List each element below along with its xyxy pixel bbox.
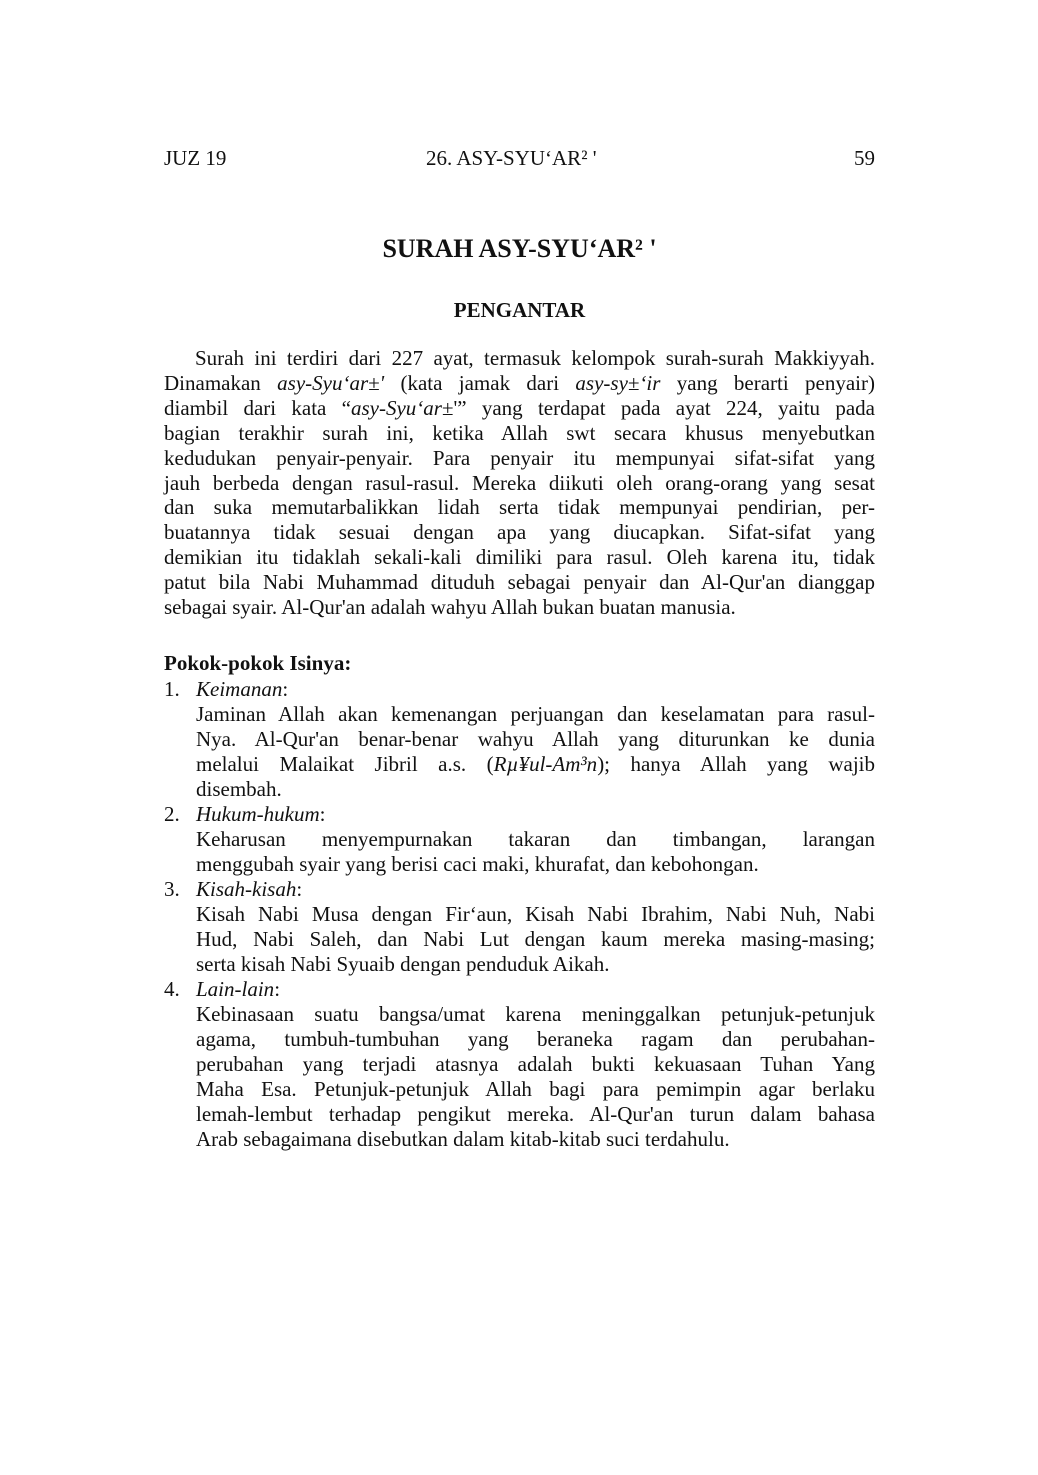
intro-line: demikian itu tidaklah sekali-kali dimiliki para rasul. Oleh karena itu, tidak — [164, 545, 875, 570]
intro-line: Dinamakan asy-Syu‘ar±' (kata jamak dari asy-sy±‘ir yang berarti penyair) — [164, 370, 875, 395]
juz-label: JUZ 19 — [164, 146, 227, 170]
list-item — [164, 677, 875, 802]
pokok-heading: Pokok-pokok Isinya: — [164, 651, 352, 675]
list-item — [164, 877, 875, 977]
list-item-heading: 1. Keimanan: — [164, 677, 289, 701]
list-item-heading: 4. Lain-lain: — [164, 977, 281, 1001]
list-item-body: Kisah Nabi Musa dengan Fir‘aun, Kisah Nabi Ibrahim, Nabi Nuh, Nabi Hud, Nabi Saleh, dan Nabi Lut dengan kaum mereka masing-masing; serta kisah Nabi Syuaib dengan penduduk Aikah. — [196, 902, 875, 976]
intro-line: jauh berbeda dengan rasul-rasul. Mereka diikuti oleh orang-orang yang sesat — [164, 470, 875, 495]
list-item-heading: 2. Hukum-hukum: — [164, 802, 326, 826]
list-item-body: Jaminan Allah akan kemenangan perjuangan dan keselamatan para rasul- Nya. Al-Qur'an benar-benar wahyu Allah yang diturunkan ke dunia melalui Malaikat Jibril a.s. (Rµ¥ul-Am³n); hanya Allah yang wajib disembah. — [196, 702, 875, 801]
header-surah-name: 26. ASY-SYU‘AR² ' — [426, 146, 597, 170]
list-item — [164, 977, 875, 1152]
section-subtitle: PENGANTAR — [453, 298, 586, 322]
running-header — [164, 146, 875, 174]
intro-line: dan suka memutarbalikkan lidah serta tidak mempunyai pendirian, per- — [164, 495, 875, 520]
intro-line: Surah ini terdiri dari 227 ayat, termasuk kelompok surah-surah Makkiyyah. — [195, 346, 875, 370]
page-number: 59 — [854, 146, 875, 170]
list-item-body: Keharusan menyempurnakan takaran dan timbangan, larangan menggubah syair yang berisi caci maki, khurafat, dan kebohongan. — [196, 827, 875, 876]
intro-line: diambil dari kata “asy-Syu‘ar±'” yang terdapat pada ayat 224, yaitu pada — [164, 395, 875, 420]
intro-line: bagian terakhir surah ini, ketika Allah swt secara khusus menyebutkan — [164, 420, 875, 445]
intro-line: patut bila Nabi Muhammad dituduh sebagai penyair dan Al-Qur'an dianggap — [164, 570, 875, 595]
list-item — [164, 802, 875, 877]
intro-line: kedudukan penyair-penyair. Para penyair itu mempunyai sifat-sifat yang — [164, 445, 875, 470]
list-item-body: Kebinasaan suatu bangsa/umat karena meninggalkan petunjuk-petunjuk agama, tumbuh-tumbuhan yang beraneka ragam dan perubahan- perubahan yang terjadi atasnya adalah bukti kekuasaan Tuhan Yang Maha Esa. Petunjuk-petunjuk Allah bagi para pemimpin agar berlaku lemah-lembut terhadap pengikut mereka. Al-Qur'an turun dalam bahasa Arab sebagaimana disebutkan dalam kitab-kitab suci terdahulu. — [196, 1002, 875, 1151]
intro-line: buatannya tidak sesuai dengan apa yang diucapkan. Sifat-sifat yang — [164, 520, 875, 545]
list-item-heading: 3. Kisah-kisah: — [164, 877, 303, 901]
page-title: SURAH ASY-SYU‘AR² ' — [382, 234, 657, 263]
intro-paragraph — [164, 346, 875, 620]
intro-line: sebagai syair. Al-Qur'an adalah wahyu Allah bukan buatan manusia. — [164, 595, 736, 620]
content-list — [164, 677, 875, 1152]
